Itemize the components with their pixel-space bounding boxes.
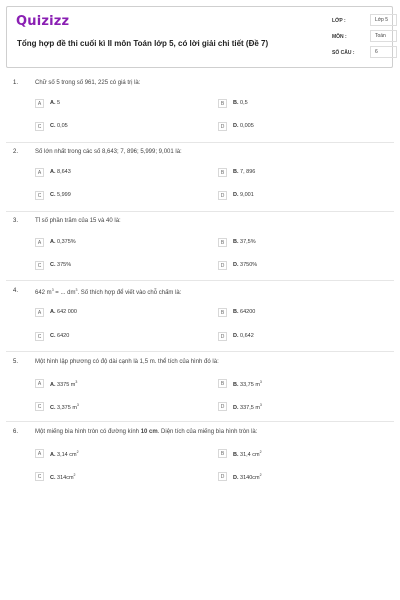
option-letter-box: A xyxy=(35,308,44,317)
question-divider xyxy=(6,351,394,352)
option-text: 642 000 xyxy=(57,309,77,315)
question-number: 2. xyxy=(13,149,19,155)
question-text: Tỉ số phần trăm của 15 và 40 là: xyxy=(35,218,121,224)
worksheet-header xyxy=(6,6,393,68)
option-letter-box: D xyxy=(218,332,227,341)
option-letter-box: D xyxy=(218,402,227,411)
option-text: 3,375 m xyxy=(57,404,77,411)
option-d[interactable] xyxy=(218,191,368,201)
option-c[interactable]: C C. 3,375 $m^3$ xyxy=(35,402,185,412)
worksheet-title: Tổng hợp đề thi cuối kì II môn Toán lớp 5, có lời giải chi tiết (Đề 7) xyxy=(17,39,269,48)
question-text: Số lớn nhất trong các số 8,643; 7, 896; 5,999; 9,001 là: xyxy=(35,149,182,155)
question-text: Một hình lập phương có độ dài cạnh là 1,5 m. thể tích của hình đó là: xyxy=(35,359,219,365)
option-letter-box: B xyxy=(218,168,227,177)
question-text: Một miếng bìa hình tròn có đường kính 10 cm. Diện tích của miếng bìa hình tròn là: xyxy=(35,429,258,435)
option-a[interactable] xyxy=(35,99,185,109)
option-text: 337,5 m xyxy=(240,404,260,411)
option-text: 33,75 m xyxy=(240,381,260,388)
option-text: 0,5 xyxy=(240,100,248,106)
option-text: 3,14 cm xyxy=(57,451,77,458)
meta-label-class: LỚP : xyxy=(332,18,346,24)
meta-label-subject: MÔN : xyxy=(332,34,347,40)
option-c[interactable] xyxy=(35,191,185,201)
option-letter-box: B xyxy=(218,99,227,108)
option-label: D. xyxy=(233,192,239,198)
option-label: B. xyxy=(233,381,239,388)
option-d[interactable]: D D. $3140cm^2$ xyxy=(218,472,368,482)
question-text: Chữ số 5 trong số 961, 225 có giá trị là: xyxy=(35,80,141,86)
option-c[interactable] xyxy=(35,122,185,132)
option-text: 37,5% xyxy=(240,239,256,245)
option-d[interactable] xyxy=(218,122,368,132)
option-letter-box: B xyxy=(218,308,227,317)
option-b[interactable] xyxy=(218,99,368,109)
option-label: B. xyxy=(233,100,239,106)
option-label: A. xyxy=(50,451,56,458)
option-label: C. xyxy=(50,262,56,268)
option-letter-box: C xyxy=(35,332,44,341)
option-label: D. xyxy=(233,123,239,129)
meta-value-class: Lớp 5 xyxy=(370,14,397,26)
option-d[interactable] xyxy=(218,261,368,271)
option-d[interactable]: D D. 337,5 $m^3$ xyxy=(218,402,368,412)
question-divider xyxy=(6,421,394,422)
option-text: 0,375% xyxy=(57,239,76,245)
option-text: 3750% xyxy=(240,262,258,268)
option-label: A. xyxy=(50,239,56,245)
option-label: A. xyxy=(50,100,56,106)
option-letter-box: B xyxy=(218,449,227,458)
option-label: D. xyxy=(233,404,239,411)
option-text: 5,999 xyxy=(57,192,71,198)
option-d[interactable] xyxy=(218,332,368,342)
option-text: 7, 896 xyxy=(240,169,256,175)
question-divider xyxy=(6,280,394,281)
option-letter-box: C xyxy=(35,472,44,481)
option-label: A. xyxy=(50,169,56,175)
option-label: B. xyxy=(233,309,239,315)
option-b[interactable] xyxy=(218,308,368,318)
option-b[interactable] xyxy=(218,238,368,248)
question-divider xyxy=(6,142,394,143)
option-label: C. xyxy=(50,474,56,481)
option-text: 0,642 xyxy=(240,333,254,339)
option-letter-box: A xyxy=(35,449,44,458)
option-label: C. xyxy=(50,404,56,411)
question-number: 1. xyxy=(13,80,19,86)
option-c[interactable]: C C. $314cm^2$ xyxy=(35,472,185,482)
option-label: C. xyxy=(50,123,56,129)
option-label: D. xyxy=(233,262,239,268)
meta-value-count: 6 xyxy=(370,46,397,58)
option-label: B. xyxy=(233,451,239,458)
option-letter-box: C xyxy=(35,122,44,131)
question-number: 5. xyxy=(13,359,19,365)
option-label: A. xyxy=(50,381,56,388)
question-number: 3. xyxy=(13,218,19,224)
option-letter-box: C xyxy=(35,402,44,411)
option-a[interactable] xyxy=(35,168,185,178)
option-letter-box: A xyxy=(35,238,44,247)
option-letter-box: B xyxy=(218,379,227,388)
option-text: 0,05 xyxy=(57,123,68,129)
option-letter-box: D xyxy=(218,472,227,481)
question-number: 6. xyxy=(13,429,19,435)
option-letter-box: D xyxy=(218,261,227,270)
option-letter-box: A xyxy=(35,379,44,388)
option-c[interactable] xyxy=(35,332,185,342)
question-divider xyxy=(6,211,394,212)
quizizz-logo: Quizizz xyxy=(16,14,70,29)
option-letter-box: A xyxy=(35,168,44,177)
meta-value-subject: Toán xyxy=(370,30,397,42)
option-text: 3140cm xyxy=(240,474,260,481)
option-label: B. xyxy=(233,239,239,245)
option-text: 314cm xyxy=(57,474,74,481)
option-letter-box: C xyxy=(35,191,44,200)
option-letter-box: C xyxy=(35,261,44,270)
meta-label-count: SỐ CÂU : xyxy=(332,50,355,56)
option-label: C. xyxy=(50,333,56,339)
option-label: A. xyxy=(50,309,56,315)
option-label: C. xyxy=(50,192,56,198)
option-a[interactable]: A A. 3375 $m^3$ xyxy=(35,379,185,389)
option-b[interactable]: B B. 33,75 $m^3$ xyxy=(218,379,368,389)
option-a[interactable] xyxy=(35,308,185,318)
option-b[interactable]: B B. 31,4 $cm^2$ xyxy=(218,449,368,459)
option-letter-box: A xyxy=(35,99,44,108)
option-text: 64200 xyxy=(240,309,256,315)
option-text: 8,643 xyxy=(57,169,71,175)
option-letter-box: B xyxy=(218,238,227,247)
option-letter-box: D xyxy=(218,122,227,131)
question-number: 4. xyxy=(13,288,19,294)
option-text: 6420 xyxy=(57,333,70,339)
option-text: 3375 m xyxy=(57,381,76,388)
question-text: 642 $m^3$ = ... $dm^3$. Số thích hợp để viết vào chỗ chấm là: xyxy=(35,288,182,296)
option-label: B. xyxy=(233,169,239,175)
option-a[interactable] xyxy=(35,238,185,248)
option-text: 31,4 cm xyxy=(240,451,260,458)
option-text: 5 xyxy=(57,100,61,106)
option-label: D. xyxy=(233,474,239,481)
option-text: 0,005 xyxy=(240,123,254,129)
option-b[interactable] xyxy=(218,168,368,178)
option-text: 9,001 xyxy=(240,192,254,198)
option-c[interactable] xyxy=(35,261,185,271)
option-a[interactable]: A A. 3,14 $cm^2$ xyxy=(35,449,185,459)
option-label: D. xyxy=(233,333,239,339)
option-text: 375% xyxy=(57,262,72,268)
option-letter-box: D xyxy=(218,191,227,200)
